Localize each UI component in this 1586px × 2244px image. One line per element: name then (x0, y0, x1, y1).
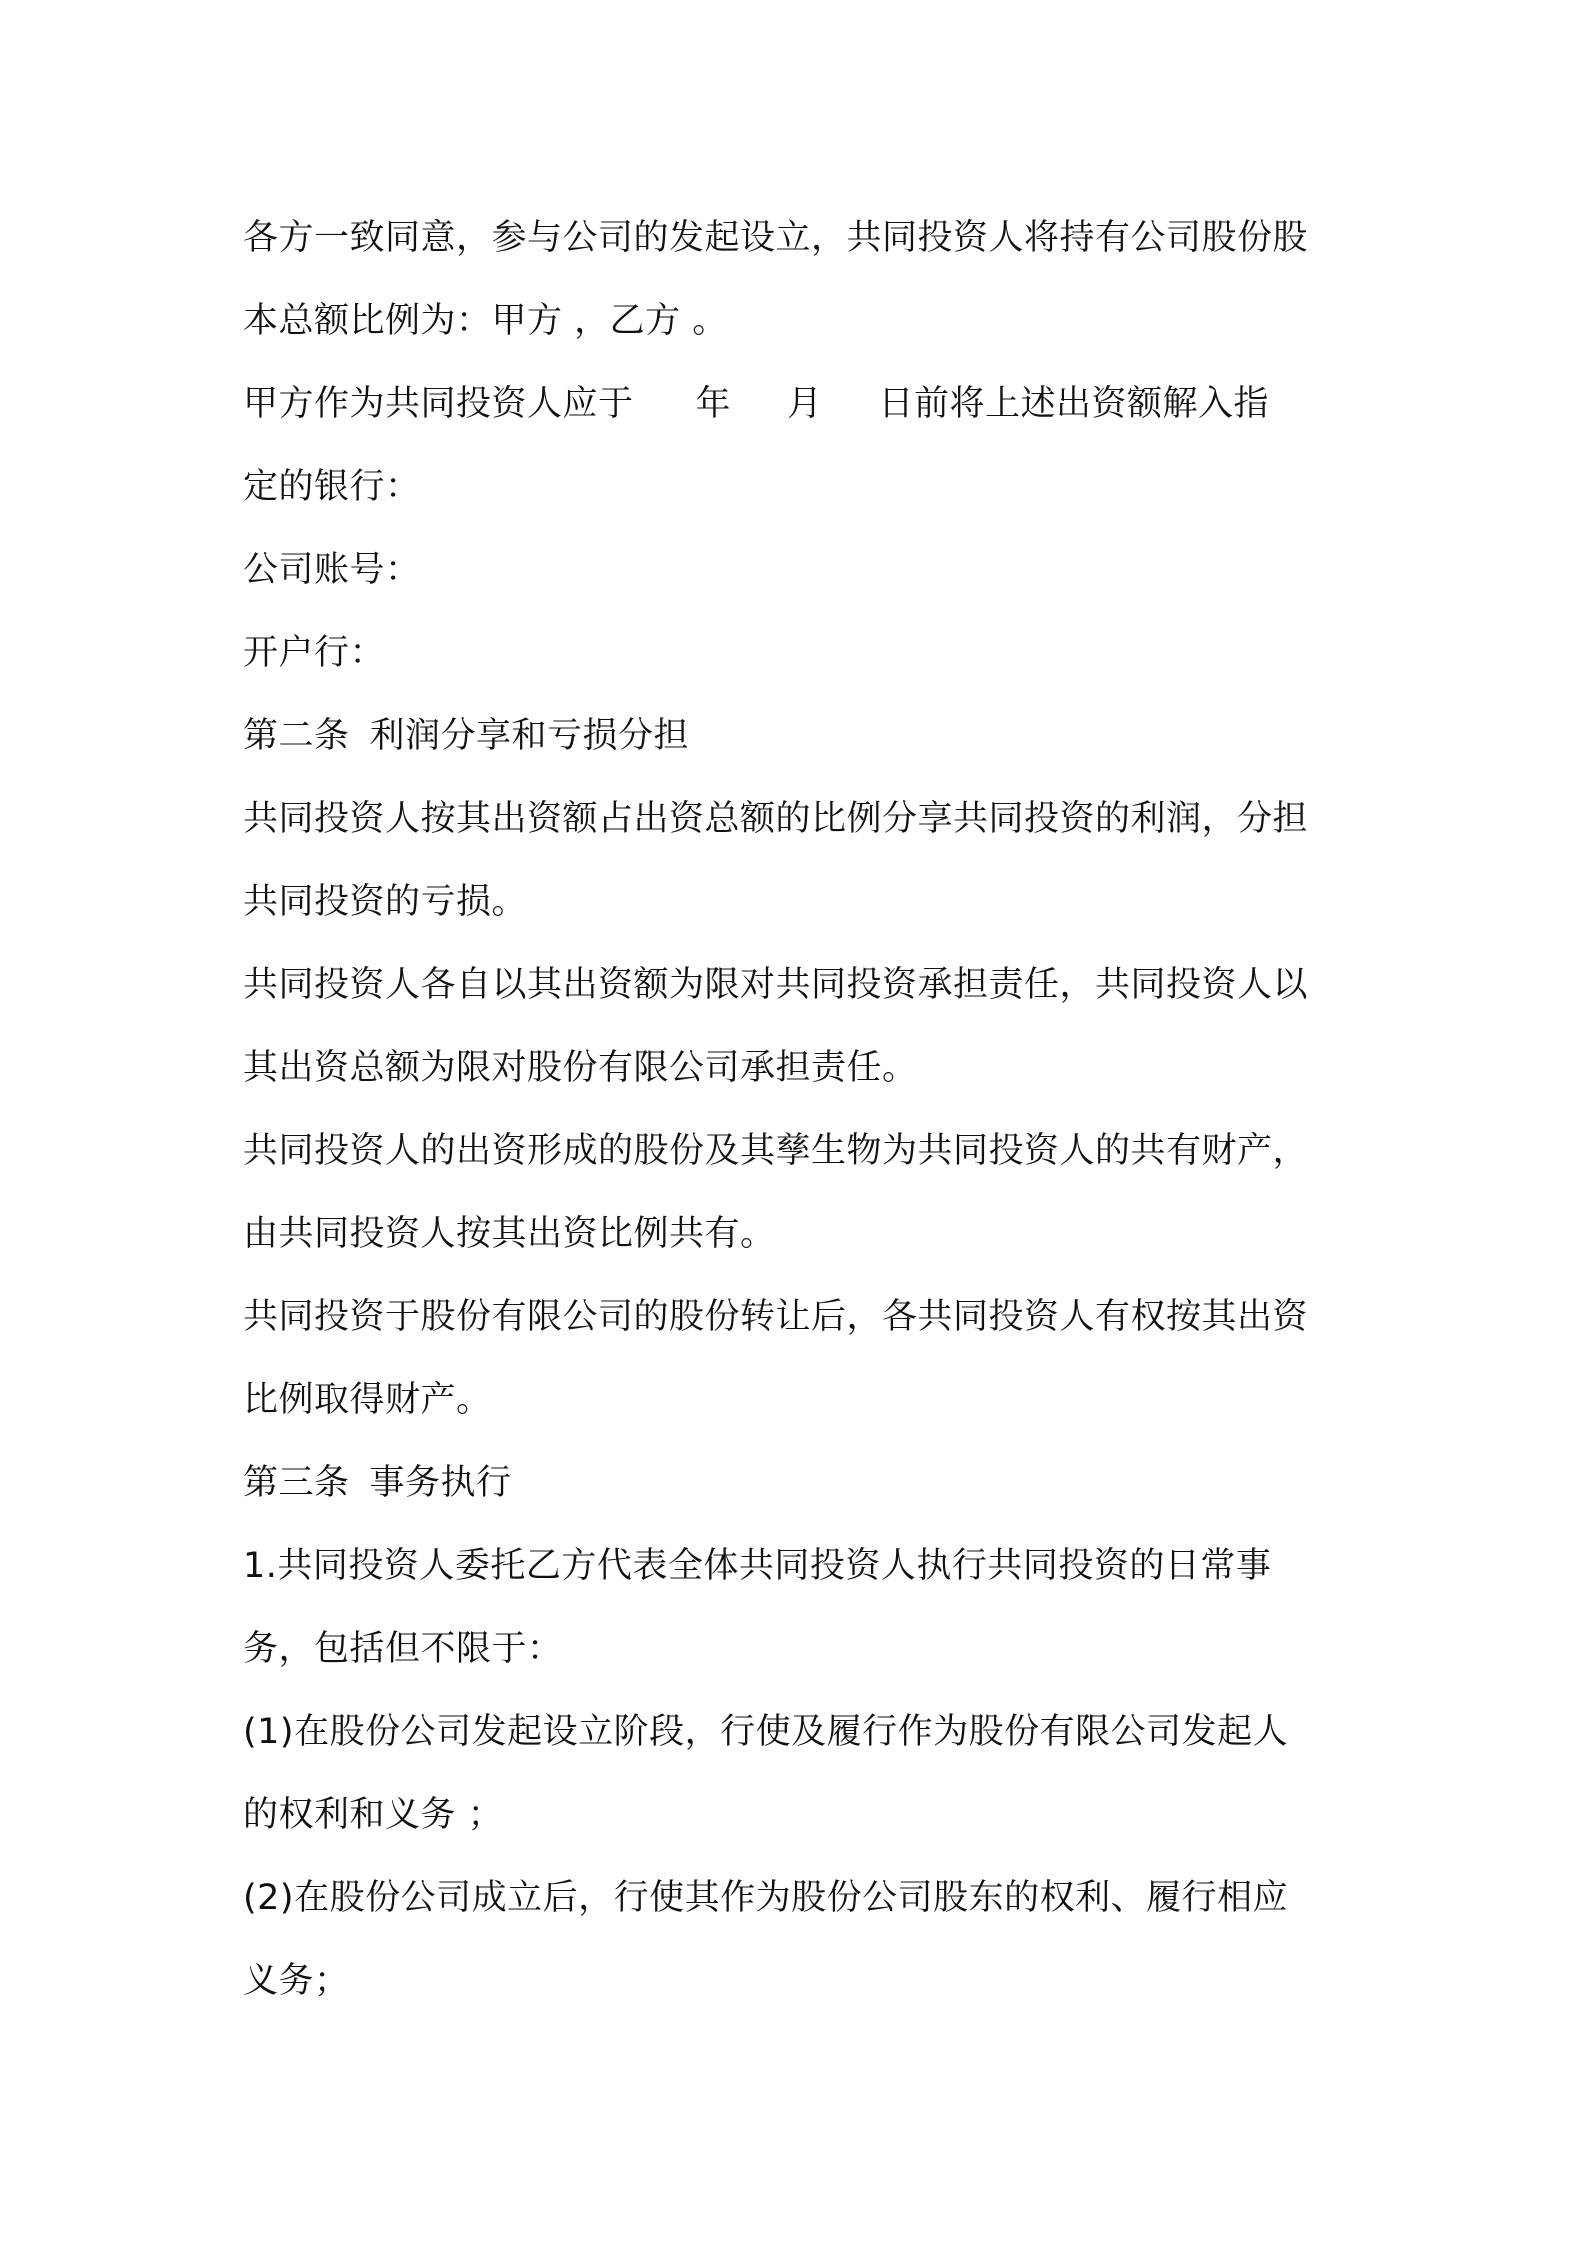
article-heading (243, 695, 1363, 778)
deadline-prefix: 甲方作为共同投资人应于 (243, 384, 634, 424)
article-number: 第二条 (243, 716, 350, 756)
paragraph-line: 由共同投资人按其出资比例共有。 (243, 1214, 776, 1254)
paragraph-line: 共同投资人的出资形成的股份及其孳生物为共同投资人的共有财产， (243, 1131, 1309, 1171)
document-body (243, 197, 1363, 2023)
paragraph-line: (1)在股份公司发起设立阶段，行使及履行作为股份有限公司发起人 (243, 1712, 1289, 1752)
paragraph-line: 共同投资人按其出资额占出资总额的比例分享共同投资的利润，分担 (243, 799, 1309, 839)
paragraph-line: 的权利和义务 ； (243, 1795, 504, 1835)
article-heading (243, 1442, 1363, 1525)
article-title: 利润分享和亏损分担 (369, 716, 690, 756)
paragraph-line: 定的银行： (243, 467, 421, 507)
paragraph-line: (2)在股份公司成立后，行使其作为股份公司股东的权利、履行相应 (243, 1878, 1289, 1918)
paragraph-line: 各方一致同意，参与公司的发起设立，共同投资人将持有公司股份股 (243, 218, 1309, 258)
year-label: 年 (695, 384, 732, 424)
paragraph-line: 比例取得财产。 (243, 1380, 492, 1420)
month-label: 月 (787, 384, 823, 424)
paragraph-line: 本总额比例为：甲方 ，乙方 。 (243, 301, 728, 341)
deadline-line (243, 363, 1363, 446)
paragraph-line: 其出资总额为限对股份有限公司承担责任。 (243, 1048, 918, 1088)
paragraph-line: 开户行： (243, 633, 386, 673)
deadline-suffix: 日前将上述出资额解入指 (878, 384, 1270, 424)
paragraph-line: 公司账号： (243, 550, 421, 590)
paragraph-line: 共同投资的亏损。 (243, 882, 528, 922)
paragraph-line: 共同投资人各自以其出资额为限对共同投资承担责任，共同投资人以 (243, 965, 1309, 1005)
article-number: 第三条 (243, 1463, 350, 1503)
paragraph-line: 共同投资于股份有限公司的股份转让后，各共同投资人有权按其出资 (243, 1297, 1309, 1337)
paragraph-line: 1.共同投资人委托乙方代表全体共同投资人执行共同投资的日常事 (243, 1546, 1272, 1586)
paragraph-line: 务，包括但不限于： (243, 1629, 563, 1669)
paragraph-line: 义务； (243, 1961, 350, 2001)
article-title: 事务执行 (369, 1463, 512, 1503)
